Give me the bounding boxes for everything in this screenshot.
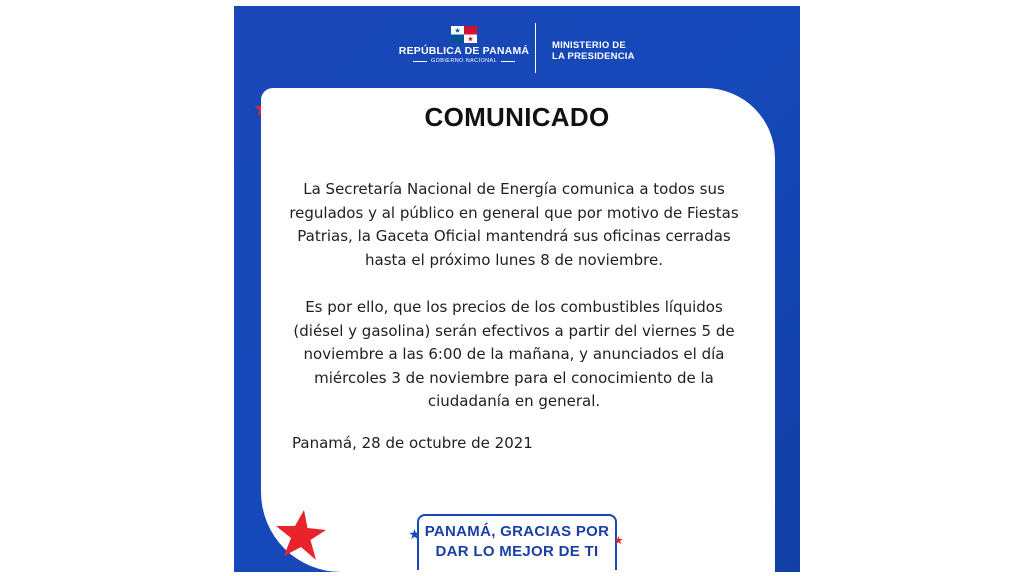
header [234,6,800,86]
slogan-banner [417,514,617,570]
ministry-name [552,40,635,62]
notice-paragraph-1: La Secretaría Nacional de Energía comunica a todos sus regulados y al público en general que por motivo de Fiestas Patrias, la Gaceta Oficial mantendrá sus oficinas cerradas hasta el próximo lunes 8 de noviembre. [289,180,739,269]
header-divider [535,23,536,73]
republic-subtitle: GOBIERNO NACIONAL [430,58,498,64]
notice-body [289,178,739,414]
announcement-poster [234,6,800,572]
notice-date: Panamá, 28 de octubre de 2021 [292,434,533,452]
subtitle-rule-left [413,61,427,62]
slogan-line-1: PANAMÁ, GRACIAS POR [424,523,610,540]
notice-paragraph-2: Es por ello, que los precios de los combustibles líquidos (diésel y gasolina) serán efectivos a partir del viernes 5 de noviembre a las 6:00 de la mañana, y anunciados el día miércoles 3 de noviembre para el conocimiento de la ciudadanía en general. [293,298,735,410]
red-star-icon [276,510,328,562]
subtitle-rule-right [501,61,515,62]
red-star-icon [614,536,623,545]
republic-logo [394,26,534,64]
republic-title: REPÚBLICA DE PANAMÁ [398,45,530,57]
slogan-line-2: DAR LO MEJOR DE TI [435,543,599,560]
panama-flag-icon [451,26,477,43]
ministry-line-2: LA PRESIDENCIA [552,51,635,62]
blue-star-icon [409,529,420,540]
ministry-line-1: MINISTERIO DE [552,40,626,51]
republic-subtitle-row [394,58,534,64]
notice-title: COMUNICADO [424,102,610,132]
